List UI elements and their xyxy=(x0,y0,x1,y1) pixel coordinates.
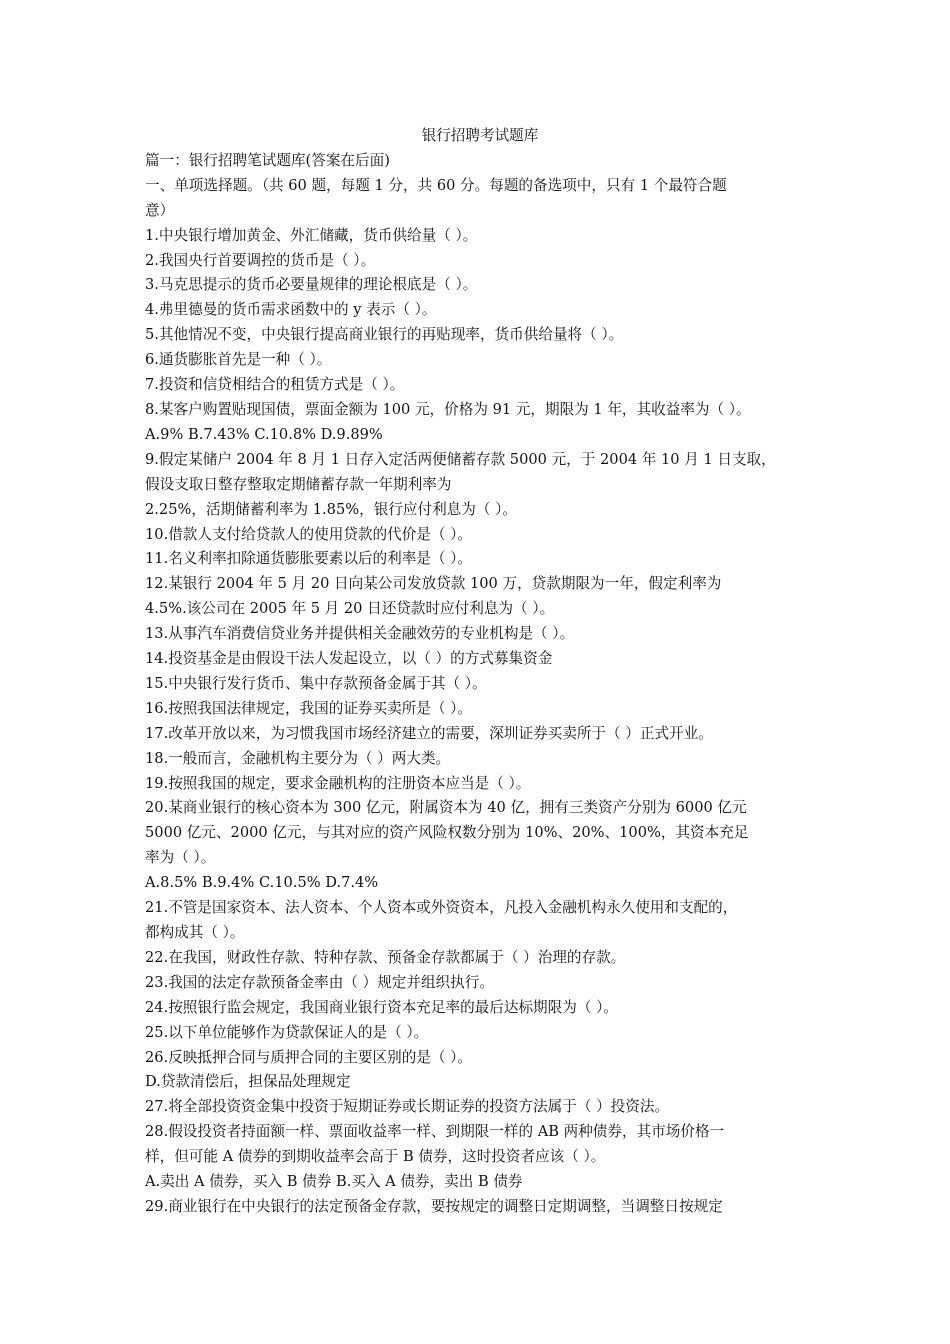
text-line: 24.按照银行监会规定，我国商业银行资本充足率的最后达标期限为（ ）。 xyxy=(145,998,618,1016)
text-line: 样，但可能 A 债券的到期收益率会高于 B 债券，这时投资者应该（ ）。 xyxy=(145,1148,606,1166)
text-line: D.贷款清偿后，担保品处理规定 xyxy=(145,1073,351,1091)
text-line: 意） xyxy=(145,201,175,219)
text-line: 2.我国央行首要调控的货币是（ ）。 xyxy=(145,251,376,269)
document-title: 银行招聘考试题库 xyxy=(421,127,539,144)
text-line: 13.从事汽车消费信贷业务并提供相关金融效劳的专业机构是（ ）。 xyxy=(145,625,575,643)
text-line: 6.通货膨胀首先是一种（ ）。 xyxy=(145,351,332,369)
text-line: 12.某银行 2004 年 5 月 20 日向某公司发放贷款 100 万，贷款期限为一年，假定利率为 xyxy=(145,575,722,593)
text-line: 3.马克思提示的货币必要量规律的理论根底是（ ）。 xyxy=(145,276,478,294)
text-line: A.8.5% B.9.4% C.10.5% D.7.4% xyxy=(145,874,379,892)
text-line: 28.假设投资者持面额一样、票面收益率一样、到期限一样的 AB 两种债券，其市场价格一 xyxy=(145,1123,725,1141)
text-line: 17.改革开放以来，为习惯我国市场经济建立的需要，深圳证券买卖所于（ ）正式开业。 xyxy=(145,724,713,742)
text-line: 5000 亿元、2000 亿元，与其对应的资产风险权数分别为 10%、20%、100%，其资本充足 xyxy=(145,824,749,842)
text-line: 18.一般而言，金融机构主要分为（ ）两大类。 xyxy=(145,749,451,767)
text-line: 1.中央银行增加黄金、外汇储藏，货币供给量（ ）。 xyxy=(145,226,478,244)
text-line: 16.按照我国法律规定，我国的证券买卖所是（ ）。 xyxy=(145,699,473,717)
text-line: 都构成其（ ）。 xyxy=(145,924,245,941)
text-line: 15.中央银行发行货币、集中存款预备金属于其（ ）。 xyxy=(145,674,487,692)
text-line: 26.反映抵押合同与质押合同的主要区别的是（ ）。 xyxy=(145,1048,473,1066)
text-line: 4.5%.该公司在 2005 年 5 月 20 日还贷款时应付利息为（ ）。 xyxy=(145,600,555,618)
text-line: 5.其他情况不变，中央银行提高商业银行的再贴现率，货币供给量将（ ）。 xyxy=(145,326,624,344)
text-line: 10.借款人支付给贷款人的使用贷款的代价是（ ）。 xyxy=(145,525,473,543)
text-line: 9.假定某储户 2004 年 8 月 1 日存入定活两便储蓄存款 5000 元，于 2004 年 10 月 1 日支取， xyxy=(145,450,776,468)
text-line: 14.投资基金是由假设干法人发起设立，以（ ）的方式募集资金 xyxy=(145,650,553,668)
text-line: 19.按照我国的规定，要求金融机构的注册资本应当是（ ）。 xyxy=(145,774,531,792)
text-line: 假设支取日整存整取定期储蓄存款一年期利率为 xyxy=(145,475,452,493)
text-line: 29.商业银行在中央银行的法定预备金存款，要按规定的调整日定期调整，当调整日按规定 xyxy=(145,1197,723,1215)
text-line: A.卖出 A 债券，买入 B 债券 B.买入 A 债券，卖出 B 债券 xyxy=(145,1173,523,1191)
text-line: 20.某商业银行的核心资本为 300 亿元，附属资本为 40 亿，拥有三类资产分别为 6000 亿元 xyxy=(145,799,747,817)
text-line: 27.将全部投资资金集中投资于短期证券或长期证券的投资方法属于（ ）投资法。 xyxy=(145,1098,670,1116)
text-line: 率为（ ）。 xyxy=(145,849,216,867)
text-line: 7.投资和信贷相结合的租赁方式是（ ）。 xyxy=(145,376,405,394)
text-line: 11.名义利率扣除通货膨胀要素以后的利率是（ ）。 xyxy=(145,550,473,568)
text-line: 25.以下单位能够作为贷款保证人的是（ ）。 xyxy=(145,1023,429,1041)
text-line: A.9% B.7.43% C.10.8% D.9.89% xyxy=(145,425,383,443)
text-line: 4.弗里德曼的货币需求函数中的 y 表示（ ）。 xyxy=(145,301,437,319)
document-body xyxy=(145,149,815,1220)
text-line: 21.不管是国家资本、法人资本、个人资本或外资资本，凡投入金融机构永久使用和支配的， xyxy=(145,899,738,917)
text-line: 2.25%，活期储蓄利率为 1.85%，银行应付利息为（ ）。 xyxy=(145,500,517,518)
document-page xyxy=(145,124,815,1220)
text-line: 一、单项选择题。（共 60 题，每题 1 分，共 60 分。每题的备选项中，只有 1 个最符合题 xyxy=(145,176,727,194)
text-line: 23.我国的法定存款预备金率由（ ）规定并组织执行。 xyxy=(145,973,494,991)
text-line: 篇一：银行招聘笔试题库(答案在后面) xyxy=(145,151,390,169)
text-line: 22.在我国，财政性存款、特种存款、预备金存款都属于（ ）治理的存款。 xyxy=(145,948,626,966)
text-line: 8.某客户购置贴现国债，票面金额为 100 元，价格为 91 元，期限为 1 年，其收益率为（ ）。 xyxy=(145,400,751,418)
